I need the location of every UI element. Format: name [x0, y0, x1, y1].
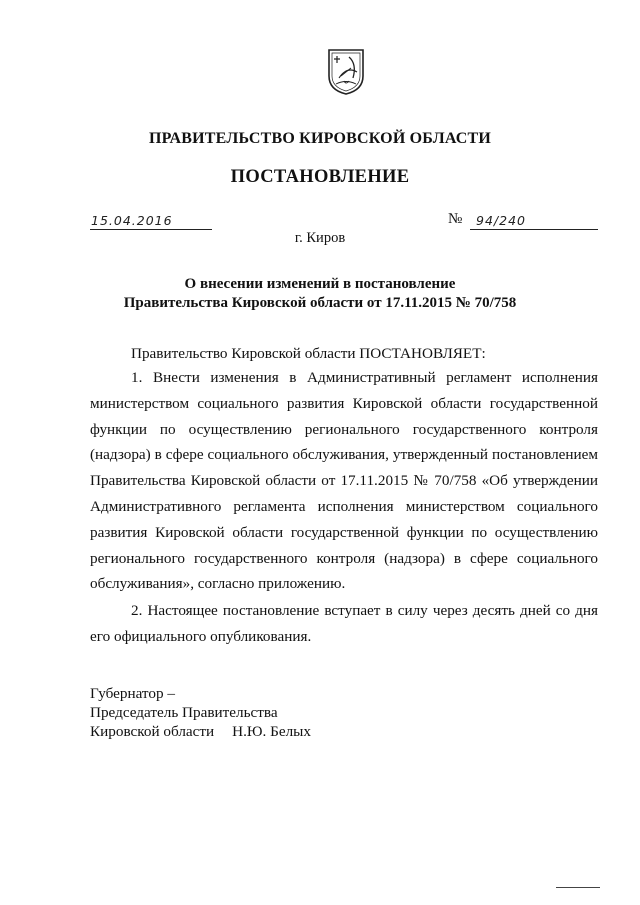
footer-divider	[556, 887, 600, 888]
title-line-1: О внесении изменений в постановление	[184, 276, 456, 292]
number-block	[448, 210, 598, 229]
city: г. Киров	[294, 230, 346, 246]
document-date: 15.04.2016	[91, 213, 173, 228]
document-number: 94/240	[476, 213, 526, 228]
organization-name: ПРАВИТЕЛЬСТВО КИРОВСКОЙ ОБЛАСТИ	[148, 130, 492, 147]
paragraph-item-1: 1. Внести изменения в Административный регламент исполнения министерством социального развития Кировской области государственной функции по осуществлению регионального государственного контроля (надзора) в сфере социального обслуживания, утвержденный постановлением Правительства Кировской области от 17.11.2015 № 70/758 «Об утверждении Административного регламента исполнения министерством социального развития Кировской области государственной функции по осуществлению регионального государственного контроля (надзора) в сфере социального обслуживания», согласно приложению.	[90, 369, 598, 593]
document-type: ПОСТАНОВЛЕНИЕ	[230, 167, 410, 187]
signature-line-1: Губернатор –	[90, 685, 175, 702]
signature-line-3	[90, 722, 311, 741]
signature-line-2: Председатель Правительства	[90, 704, 278, 721]
number-sign: №	[448, 211, 463, 227]
intro-paragraph: Правительство Кировской области ПОСТАНОВЛЯЕТ:	[131, 345, 486, 362]
signature-block	[90, 684, 311, 741]
document-title	[0, 275, 640, 313]
signatory-name: Н.Ю. Белых	[232, 723, 311, 740]
number-field	[470, 210, 598, 230]
date-field	[90, 210, 212, 230]
coat-of-arms-icon	[327, 48, 365, 96]
title-line-2: Правительства Кировской области от 17.11.2015 № 70/758	[123, 295, 517, 311]
signature-region: Кировской области	[90, 723, 215, 740]
paragraph-item-2: 2. Настоящее постановление вступает в силу через десять дней со дня его официального опубликования.	[90, 602, 598, 645]
